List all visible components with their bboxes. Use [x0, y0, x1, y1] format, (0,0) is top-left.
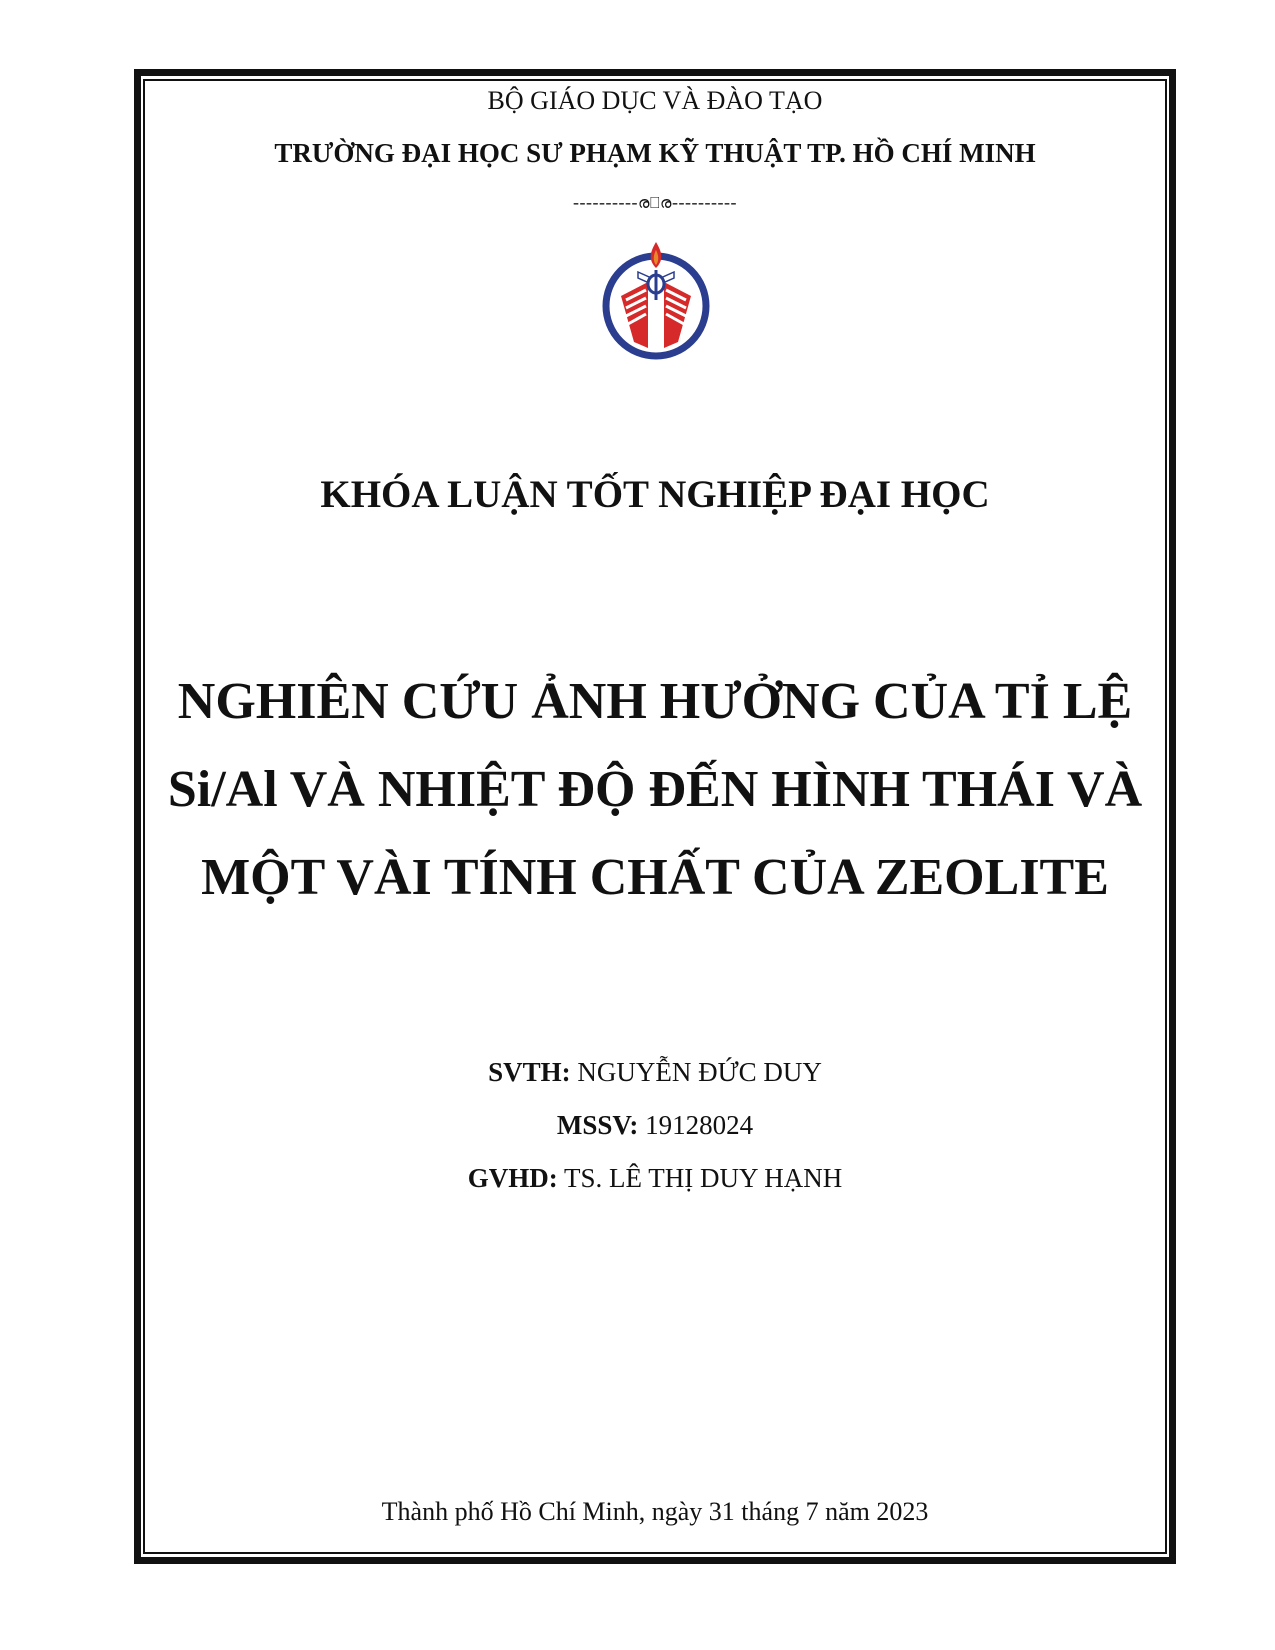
book-ornament-icon: ര⎕ര: [637, 193, 672, 212]
thesis-type: KHÓA LUẬN TỐT NGHIỆP ĐẠI HỌC: [320, 473, 990, 516]
title-line-1: NGHIÊN CỨU ẢNH HƯỞNG CỦA TỈ LỆ: [177, 673, 1133, 730]
svth-label: SVTH:: [488, 1057, 571, 1087]
title-line-2: Si/Al VÀ NHIỆT ĐỘ ĐẾN HÌNH THÁI VÀ: [167, 761, 1143, 818]
svth-value: NGUYỄN ĐỨC DUY: [570, 1057, 822, 1087]
ornament-divider: [143, 192, 1167, 213]
title-line-3: MỘT VÀI TÍNH CHẤT CỦA ZEOLITE: [201, 849, 1109, 906]
gvhd-label: GVHD:: [467, 1163, 558, 1193]
gvhd-value: TS. LÊ THỊ DUY HẠNH: [557, 1163, 843, 1193]
place-date: Thành phố Hồ Chí Minh, ngày 31 tháng 7 năm 2023: [381, 1497, 929, 1526]
ministry-name: BỘ GIÁO DỤC VÀ ĐÀO TẠO: [487, 86, 823, 115]
divider-left: ----------: [573, 192, 638, 212]
mssv-label: MSSV:: [556, 1110, 639, 1140]
university-emblem-icon: [596, 238, 716, 362]
mssv-value: 19128024: [638, 1110, 754, 1140]
thesis-title: [160, 658, 1150, 922]
university-name: TRƯỜNG ĐẠI HỌC SƯ PHẠM KỸ THUẬT TP. HỒ CHÍ MINH: [274, 138, 1036, 168]
student-name-line: [143, 1057, 1167, 1088]
divider-right: ----------: [672, 192, 737, 212]
supervisor-line: [143, 1163, 1167, 1194]
student-id-line: [143, 1110, 1167, 1141]
